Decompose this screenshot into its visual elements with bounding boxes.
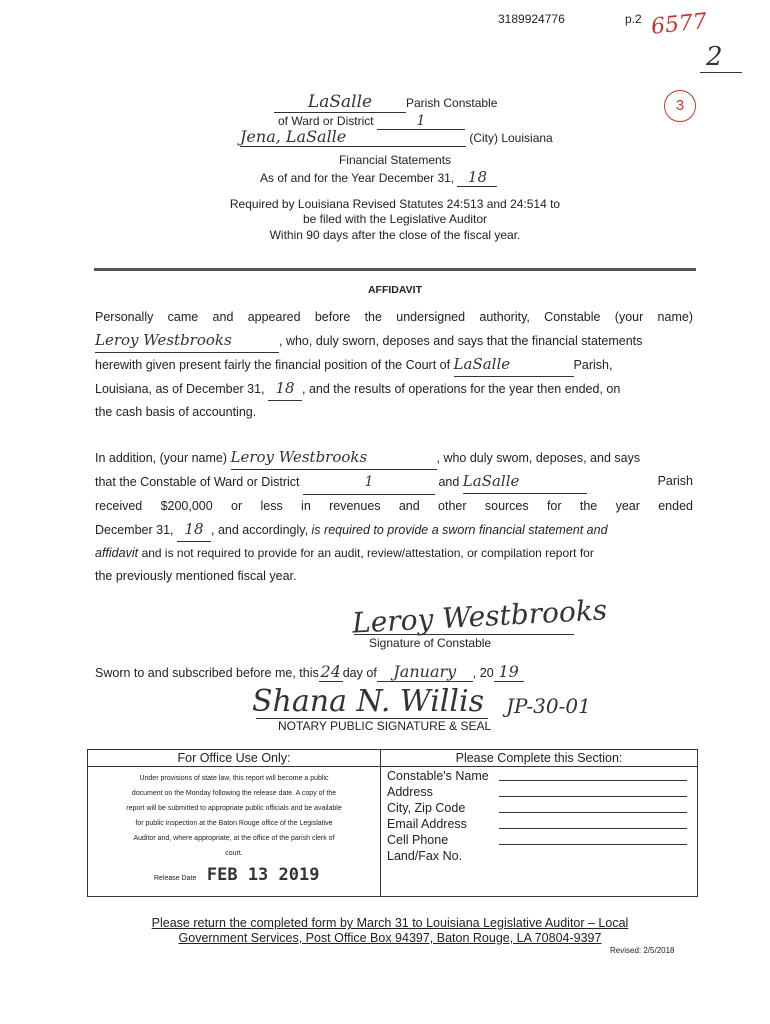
release-row xyxy=(88,865,380,885)
p2-line-2 xyxy=(95,470,693,495)
complete-section-title: Please Complete this Section: xyxy=(381,750,697,767)
p1-line-1: Personally came and appeared before the undersigned authority, Constable (your name) xyxy=(95,310,693,324)
parish-label: Parish Constable xyxy=(406,96,498,110)
p1-constable-name: Leroy Westbrooks xyxy=(95,329,279,353)
p1-line-3 xyxy=(95,353,693,377)
sworn-day: 24 xyxy=(320,662,341,681)
complete-fields xyxy=(381,767,697,864)
p2-parish: LaSalle xyxy=(463,470,587,494)
p2-text-f: and is not required to provide for an audit, review/attestation, or compilation report for xyxy=(141,546,594,560)
complete-section-box xyxy=(381,750,698,897)
requirement-line-1: Required by Louisiana Revised Statutes 24:513 and 24:514 to xyxy=(229,197,561,211)
field-label-cell-phone: Cell Phone xyxy=(387,833,449,847)
p2-and: and xyxy=(438,475,460,489)
year-prefix: , 20 xyxy=(472,666,494,680)
fax-page: p.2 xyxy=(625,12,642,26)
constable-signature: Leroy Westbrooks xyxy=(351,593,608,640)
constable-signature-line xyxy=(354,634,574,635)
p2-constable-name: Leroy Westbrooks xyxy=(231,446,437,470)
sworn-line xyxy=(95,662,524,682)
handwritten-page-number: 2 xyxy=(706,42,723,72)
ward-value: 1 xyxy=(377,113,465,130)
p2-line-5 xyxy=(95,542,693,565)
field-label-address: Address xyxy=(387,785,433,799)
p2-text-a: , who duly swom, deposes, and says xyxy=(436,451,641,465)
revised-date: Revised: 2/5/2018 xyxy=(610,946,675,955)
p1-parish: LaSalle xyxy=(454,353,574,377)
p1-year: 18 xyxy=(268,377,302,401)
fs-year-label: As of and for the Year December 31, xyxy=(260,171,455,185)
field-blank-address[interactable] xyxy=(499,784,687,797)
field-row xyxy=(387,800,697,816)
field-row xyxy=(387,784,697,800)
office-use-title: For Office Use Only: xyxy=(88,750,380,767)
p2-ward: 1 xyxy=(303,471,435,495)
city-line xyxy=(240,127,553,147)
circled-number xyxy=(664,90,696,122)
field-row xyxy=(387,768,697,784)
field-blank-constable-name[interactable] xyxy=(499,768,687,781)
section-divider xyxy=(94,268,696,271)
affidavit-paragraph-2 xyxy=(95,446,693,588)
p2-line-1 xyxy=(95,446,693,470)
p2-text-e: , and accordingly, xyxy=(211,523,309,537)
city-value: Jena, LaSalle xyxy=(240,127,466,147)
notary-id: JP-30-01 xyxy=(506,694,591,718)
affidavit-title: AFFIDAVIT xyxy=(367,284,423,296)
sworn-year: 19 xyxy=(494,662,524,682)
circled-number-text: 3 xyxy=(675,97,685,114)
field-blank-cell-phone[interactable] xyxy=(499,832,687,845)
office-text-line: document on the Monday following the release date. A copy of the xyxy=(131,790,337,797)
fs-title: Financial Statements xyxy=(338,153,452,167)
p1-line-2 xyxy=(95,329,693,353)
field-row xyxy=(387,816,697,832)
affidavit-paragraph-1 xyxy=(95,306,693,424)
p2-line-4 xyxy=(95,518,693,542)
office-text-line: court. xyxy=(225,850,243,857)
handwritten-underline xyxy=(700,72,742,73)
sworn-month: January xyxy=(377,662,473,682)
requirement-line-2: be filed with the Legislative Auditor xyxy=(302,212,488,226)
p2-intro: In addition, (your name) xyxy=(95,451,228,465)
office-text-line: report will be submitted to appropriate public officials and be available xyxy=(126,805,342,812)
notary-label: NOTARY PUBLIC SIGNATURE & SEAL xyxy=(278,719,492,733)
field-row xyxy=(387,832,697,848)
office-use-box xyxy=(88,750,381,897)
notary-signature: Shana N. Willis xyxy=(252,684,484,719)
sworn-label: Sworn to and subscribed before me, this xyxy=(95,666,319,680)
p1-text-a: , who, duly sworn, deposes and says that the financial statements xyxy=(279,334,643,348)
field-label-land-fax: Land/Fax No. xyxy=(387,849,463,863)
office-text-line: Auditor and, where appropriate, at the office of the parish clerk of xyxy=(133,835,335,842)
constable-signature-label: Signature of Constable xyxy=(369,636,492,650)
p1-text-d: Louisiana, as of December 31, xyxy=(95,382,265,396)
p2-text-b: that the Constable of Ward or District xyxy=(95,475,300,489)
city-label: (City) Louisiana xyxy=(469,131,553,145)
handwritten-id: 6577 xyxy=(649,9,709,40)
p2-text-d: December 31, xyxy=(95,523,174,537)
parish-line xyxy=(274,92,497,113)
ward-label: of Ward or District xyxy=(278,114,374,128)
p2-year: 18 xyxy=(177,518,211,542)
field-row xyxy=(387,848,697,864)
footer-line-2: Government Services, Post Office Box 94397, Baton Rouge, LA 70804-9397 xyxy=(178,931,602,945)
fax-number: 3189924776 xyxy=(498,12,565,26)
day-of-label: day of xyxy=(342,666,377,680)
field-label-email: Email Address xyxy=(387,817,467,831)
p2-line-3: received $200,000 or less in revenues and other sources for the year ended xyxy=(95,499,693,513)
office-text-line: Under provisions of state law, this report will become a public xyxy=(139,775,329,782)
release-stamp: FEB 13 2019 xyxy=(206,865,320,885)
info-boxes xyxy=(87,749,698,897)
field-label-city-zip: City, Zip Code xyxy=(387,801,466,815)
p1-line-5: the cash basis of accounting. xyxy=(95,405,257,419)
field-blank-land-fax xyxy=(499,848,697,864)
field-blank-city-zip[interactable] xyxy=(499,800,687,813)
parish-value: LaSalle xyxy=(274,92,406,113)
field-label-constable-name: Constable's Name xyxy=(387,769,489,783)
office-use-text xyxy=(88,767,380,861)
p1-text-c: Parish, xyxy=(573,358,613,372)
p2-line-6: the previously mentioned fiscal year. xyxy=(95,569,297,583)
fs-year-value: 18 xyxy=(457,168,497,187)
requirement-line-3: Within 90 days after the close of the fiscal year. xyxy=(269,228,521,242)
footer-line-1: Please return the completed form by March 31 to Louisiana Legislative Auditor – Local xyxy=(151,916,629,930)
p1-text-e: , and the results of operations for the year then ended, on xyxy=(302,382,621,396)
fs-year-line xyxy=(260,168,497,187)
p2-parish-word: Parish xyxy=(657,474,693,488)
field-blank-email[interactable] xyxy=(499,816,687,829)
p2-italic-1: is required to provide a sworn financial statement and xyxy=(311,523,608,537)
office-text-line: for public inspection at the Baton Rouge office of the Legislative xyxy=(135,820,333,827)
p1-text-b: herewith given present fairly the financial position of the Court of xyxy=(95,358,451,372)
release-date-label: Release Date xyxy=(154,875,197,882)
p1-line-4 xyxy=(95,377,693,401)
p2-italic-2: affidavit xyxy=(95,546,139,560)
